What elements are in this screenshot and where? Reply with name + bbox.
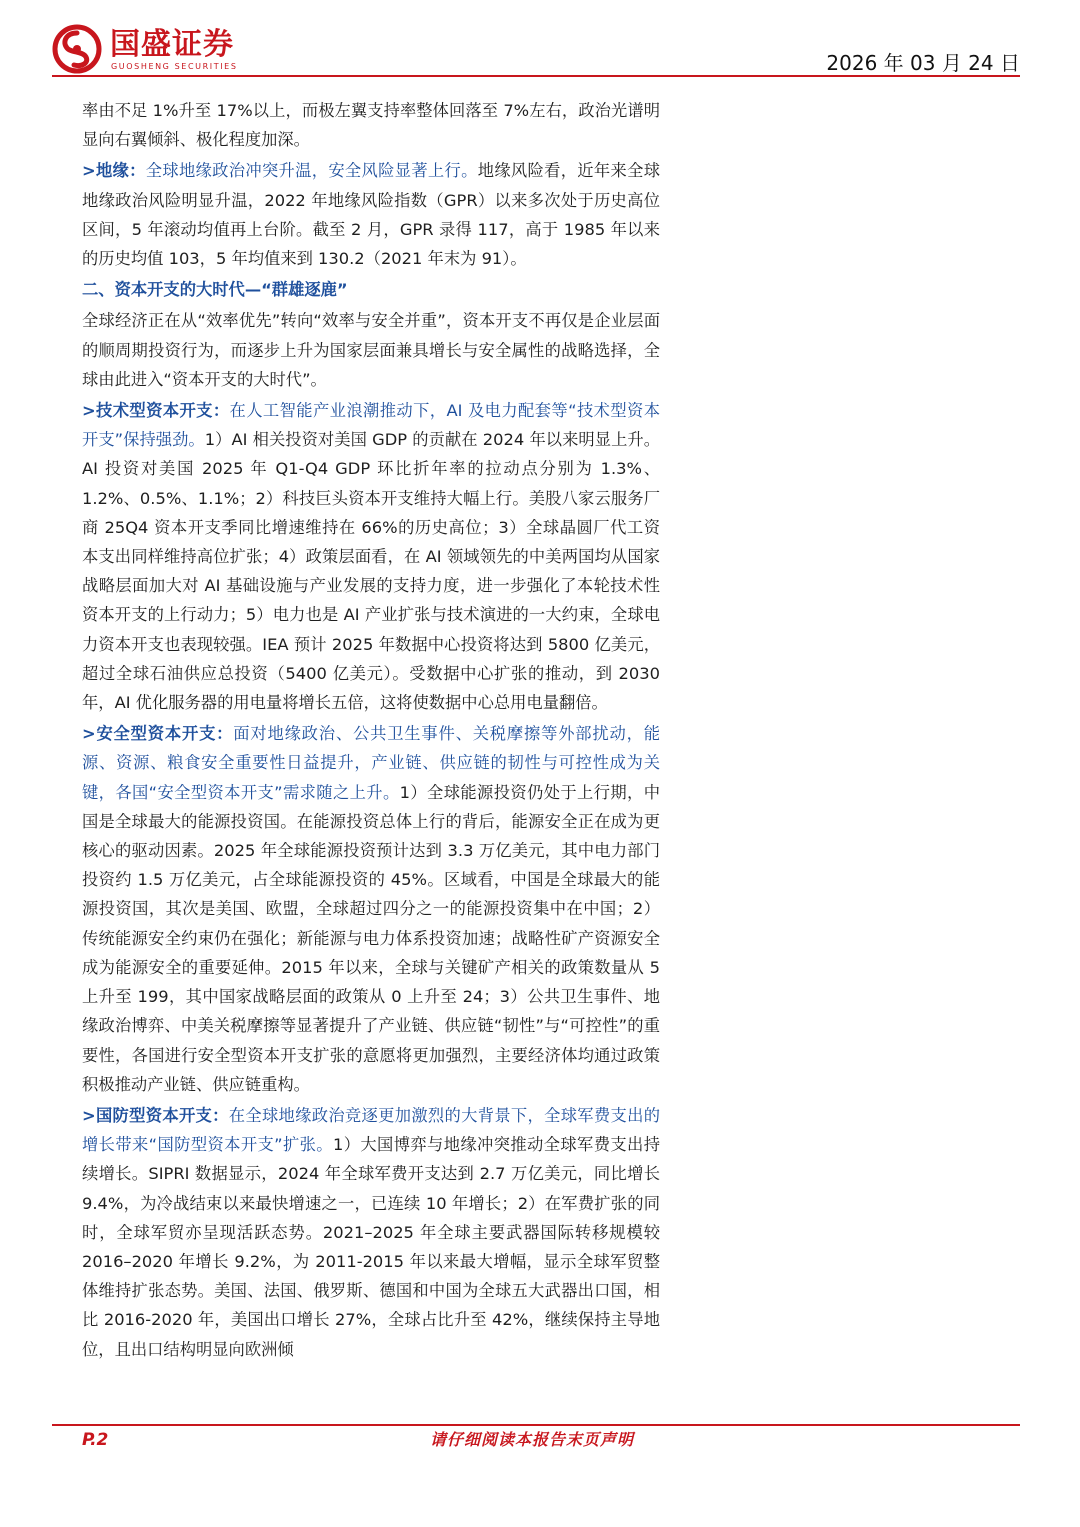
- guosheng-logo-icon: [52, 24, 102, 74]
- footer-disclaimer: 请仔细阅读本报告末页声明: [430, 1430, 635, 1449]
- page-header: [0, 0, 1080, 80]
- paragraph-lead: 在全球地缘政治竞逐更加激烈的大背景下，全球军费支出的增长带来“国防型资本开支”扩张。: [82, 1105, 660, 1155]
- paragraph-security-capex: [82, 719, 660, 1099]
- paragraph-text: 1）AI 相关投资对美国 GDP 的贡献在 2024 年以来明显上升。AI 投资对美国 2025 年 Q1-Q4 GDP 环比折年率的拉动点分别为 1.3%、1.2%、0.5%、1.1%；2）科技巨头资本开支维持大幅上行。美股八家云服务厂商 25Q4 资本开支季同比增速维持在 66%的历史高位；3）全球晶圆厂代工资本支出同样维持高位扩张；4）政策层面看，在 AI 领域领先的中美两国均从国家战略层面加大对 AI 基础设施与产业发展的支持力度，进一步强化了本轮技术性资本开支的上行动力；5）电力也是 AI 产业扩张与技术演进的一大约束，全球电力资本开支也表现较强。IEA 预计 2025 年数据中心投资将达到 5800 亿美元，超过全球石油供应总投资（5400 亿美元）。受数据中心扩张的推动，到 2030 年，AI 优化服务器的用电量将增长五倍，这将使数据中心总用电量翻倍。: [82, 430, 660, 713]
- paragraph-label: >技术型资本开支：: [82, 401, 230, 421]
- paragraph-label: >安全型资本开支：: [82, 724, 234, 744]
- section-heading: 二、资本开支的大时代—“群雄逐鹿”: [82, 280, 348, 300]
- paragraph-geopolitics: [82, 156, 660, 273]
- paragraph-lead: 面对地缘政治、公共卫生事件、关税摩擦等外部扰动，能源、资源、粮食安全重要性日益提升，产业链、供应链的韧性与可控性成为关键，各国“安全型资本开支”需求随之上升。: [82, 724, 660, 802]
- paragraph-lead: 全球地缘政治冲突升温，安全风险显著上行。: [145, 161, 478, 181]
- paragraph-text: 率由不足 1%升至 17%以上，而极左翼支持率整体回落至 7%左右，政治光谱明显向右翼倾斜、极化程度加深。: [82, 101, 660, 150]
- paragraph-tech-capex: [82, 396, 660, 717]
- paragraph-text: 全球经济正在从“效率优先”转向“效率与安全并重”，资本开支不再仅是企业层面的顺周期投资行为，而逐步上升为国家层面兼具增长与安全属性的战略选择，全球由此进入“资本开支的大时代”。: [82, 311, 660, 389]
- logo-text-cn: 国盛证券: [110, 27, 234, 62]
- footer-divider: [52, 1424, 1020, 1426]
- report-date: 2026 年 03 月 24 日: [826, 51, 1020, 75]
- header-divider: [52, 75, 1020, 77]
- page-number: P.2: [82, 1430, 109, 1450]
- paragraph-capex-intro: [82, 306, 660, 394]
- paragraph-politics-cont: [82, 96, 660, 154]
- report-body: [82, 96, 660, 1366]
- paragraph-defense-capex: [82, 1101, 660, 1364]
- paragraph-text: 1）大国博弈与地缘冲突推动全球军费支出持续增长。SIPRI 数据显示，2024 年全球军费开支达到 2.7 万亿美元，同比增长 9.4%，为冷战结束以来最快增速之一，已连续 10 年增长；2）在军费扩张的同时，全球军贸亦呈现活跃态势。2021–2025 年全球主要武器国际转移规模较 2016–2020 年增长 9.2%，为 2011-2015 年以来最大增幅，显示全球军贸整体维持扩张态势。美国、法国、俄罗斯、德国和中国为全球五大武器出口国，相比 2016-2020 年，美国出口增长 27%，全球占比升至 42%，继续保持主导地位，且出口结构明显向欧洲倾: [82, 1135, 660, 1359]
- paragraph-lead: 在人工智能产业浪潮推动下，AI 及电力配套等“技术型资本开支”保持强劲。: [82, 401, 660, 450]
- paragraph-text: 1）全球能源投资仍处于上行期，中国是全球最大的能源投资国。在能源投资总体上行的背后，能源安全正在成为更核心的驱动因素。2025 年全球能源投资预计达到 3.3 万亿美元，其中电力部门投资约 1.5 万亿美元，占全球能源投资的 45%。区域看，中国是全球最大的能源投资国，其次是美国、欧盟，全球超过四分之一的能源投资集中在中国；2）传统能源安全约束仍在强化；新能源与电力体系投资加速；战略性矿产资源安全成为能源安全的重要延伸。2015 年以来，全球与关键矿产相关的政策数量从 5 上升至 199，其中国家战略层面的政策从 0 上升至 24；3）公共卫生事件、地缘政治博弈、中美关税摩擦等显著提升了产业链、供应链“韧性”与“可控性”的重要性，各国进行安全型资本开支扩张的意愿将更加强烈，主要经济体均通过政策积极推动产业链、供应链重构。: [82, 782, 660, 1094]
- logo-text-en: GUOSHENG SECURITIES: [111, 62, 238, 71]
- paragraph-label: >地缘：: [82, 161, 146, 181]
- paragraph-text: 地缘风险看，近年来全球地缘政治风险明显升温，2022 年地缘风险指数（GPR）以来多次处于历史高位区间，5 年滚动均值再上台阶。截至 2 月，GPR 录得 117，高于 1985 年以来的历史均值 103，5 年均值来到 130.2（2021 年末为 91）。: [82, 161, 660, 269]
- paragraph-label: >国防型资本开支：: [82, 1105, 229, 1125]
